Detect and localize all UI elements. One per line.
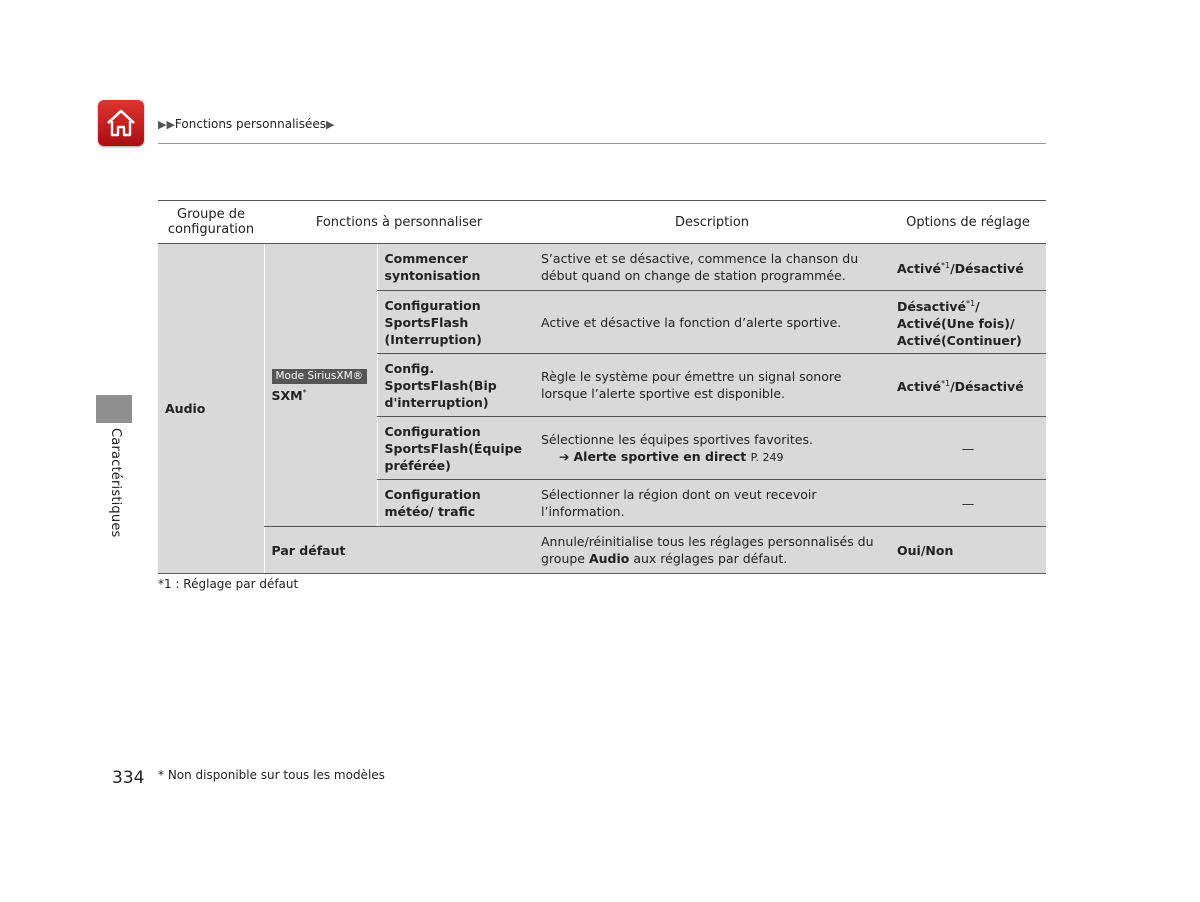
header-options: Options de réglage bbox=[890, 201, 1046, 244]
option-cell: Activé$^{*1}$/Désactivé bbox=[890, 354, 1046, 417]
function-cell: Configuration SportsFlash (Interruption) bbox=[377, 291, 534, 354]
function-cell: Config. SportsFlash(Bip d'interruption) bbox=[377, 354, 534, 417]
table-header-row bbox=[158, 201, 1046, 244]
option-cell: Désactivé$^{*1}$/ Activé(Une fois)/ Activé(Continuer) bbox=[890, 291, 1046, 354]
availability-mark: * bbox=[302, 388, 307, 397]
header-description: Description bbox=[534, 201, 890, 244]
page-number: 334 bbox=[112, 768, 145, 788]
default-setting-footnote: *1 : Réglage par défaut bbox=[158, 577, 299, 591]
breadcrumb-label: Fonctions personnalisées bbox=[174, 117, 327, 131]
function-cell: Commencer syntonisation bbox=[377, 244, 534, 291]
cross-reference-link[interactable]: ➔ Alerte sportive en direct P. 249 bbox=[559, 448, 784, 464]
reference-arrow-icon: ➔ bbox=[559, 448, 570, 464]
description-cell: Règle le système pour émettre un signal sonore lorsque l’alerte sportive est disponible. bbox=[534, 354, 890, 417]
settings-table bbox=[158, 200, 1046, 574]
mode-badge: Mode SiriusXM® bbox=[272, 369, 368, 384]
function-cell: Configuration météo/ trafic bbox=[377, 480, 534, 527]
function-cell: Configuration SportsFlash(Équipe préférée) bbox=[377, 417, 534, 480]
description-cell: Sélectionner la région dont on veut recevoir l’information. bbox=[534, 480, 890, 527]
function-cell: Par défaut bbox=[264, 527, 534, 574]
availability-footnote: * Non disponible sur tous les modèles bbox=[158, 768, 385, 782]
option-cell: — bbox=[890, 417, 1046, 480]
subgroup-name: SXM bbox=[271, 388, 303, 404]
description-cell: Active et désactive la fonction d’alerte sportive. bbox=[534, 291, 890, 354]
breadcrumb-arrow-icon: ▶ bbox=[326, 118, 335, 131]
option-cell: Oui/Non bbox=[890, 527, 1046, 574]
description-cell: S’active et se désactive, commence la chanson du début quand on change de station programmée. bbox=[534, 244, 890, 291]
table-row bbox=[158, 244, 1046, 291]
header-divider bbox=[158, 143, 1046, 144]
breadcrumb-arrows-icon: ▶▶ bbox=[158, 118, 175, 131]
header-group: Groupe de configuration bbox=[158, 201, 264, 244]
table-row bbox=[158, 527, 1046, 574]
header-function: Fonctions à personnaliser bbox=[264, 201, 534, 244]
subgroup-cell bbox=[264, 244, 377, 527]
home-icon[interactable] bbox=[98, 100, 144, 146]
option-cell: Activé$^{*1}$/Désactivé bbox=[890, 244, 1046, 291]
group-cell: Audio bbox=[158, 244, 264, 574]
breadcrumb[interactable] bbox=[158, 117, 335, 131]
section-marker bbox=[96, 395, 132, 423]
section-label: Caractéristiques bbox=[108, 428, 123, 538]
description-cell: Sélectionne les équipes sportives favorites. ➔ Alerte sportive en direct P. 249 bbox=[534, 417, 890, 480]
option-cell: — bbox=[890, 480, 1046, 527]
description-cell: Annule/réinitialise tous les réglages personnalisés du groupe Audio aux réglages par défaut. bbox=[534, 527, 890, 574]
